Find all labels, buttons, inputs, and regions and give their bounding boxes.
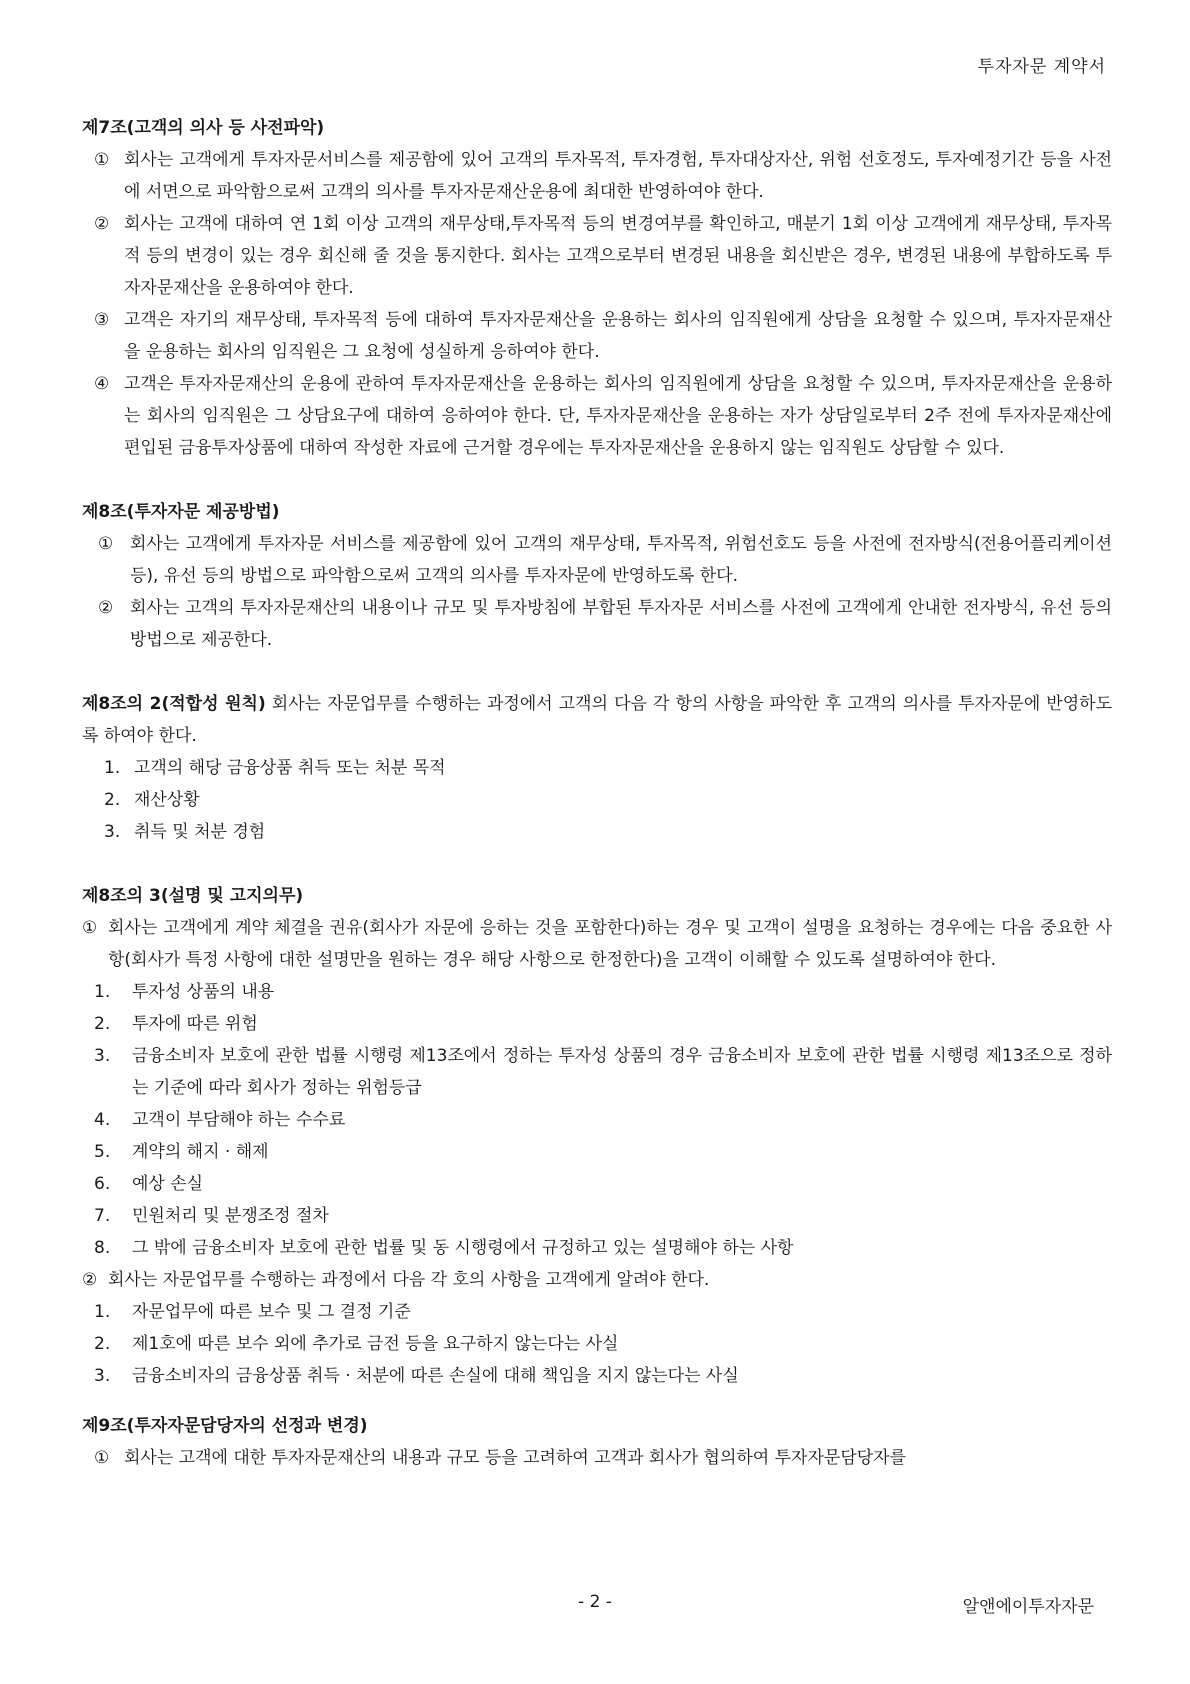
article-7 — [82, 112, 1112, 464]
list-number: 1. — [94, 1302, 111, 1322]
clause-marker: ① — [82, 918, 98, 938]
list-text: 투자성 상품의 내용 — [132, 982, 275, 1002]
list-number: 6. — [94, 1174, 111, 1194]
list-item — [82, 1232, 1112, 1264]
article-8-3 — [82, 880, 1112, 1392]
clause-item — [82, 368, 1112, 464]
list-item — [82, 976, 1112, 1008]
clause-marker: ① — [98, 534, 114, 554]
clause-marker: ② — [94, 214, 110, 234]
article-intro — [82, 688, 1112, 752]
list-text: 계약의 해지 · 해제 — [132, 1142, 269, 1162]
page-number: - 2 - — [578, 1592, 612, 1612]
list-text: 금융소비자 보호에 관한 법률 시행령 제13조에서 정하는 투자성 상품의 경우 금융소비자 보호에 관한 법률 시행령 제13조으로 정하는 기준에 따라 회사가 정하는 위험등급 — [132, 1046, 1112, 1098]
article-title: 제9조(투자자문담당자의 선정과 변경) — [82, 1416, 368, 1436]
list-item — [82, 1040, 1112, 1104]
list-text: 재산상황 — [134, 790, 200, 810]
clause-text: 회사는 고객에 대하여 연 1회 이상 고객의 재무상태,투자목적 등의 변경여부를 확인하고, 매분기 1회 이상 고객에게 재무상태, 투자목적 등의 변경이 있는 경우 회신해 줄 것을 통지한다. 회사는 고객으로부터 변경된 내용을 회신받은 경우, 변경된 내용에 부합하도록 투자자문재산을 운용하여야 한다. — [124, 214, 1112, 298]
list-item — [82, 1104, 1112, 1136]
article-title: 제8조(투자자문 제공방법) — [82, 502, 280, 522]
list-item — [82, 1008, 1112, 1040]
clause-marker: ① — [94, 1448, 110, 1468]
article-title: 제8조의 3(설명 및 고지의무) — [82, 886, 304, 906]
clause-text: 회사는 고객에게 투자자문 서비스를 제공함에 있어 고객의 재무상태, 투자목적, 위험선호도 등을 사전에 전자방식(전용어플리케이션 등), 유선 등의 방법으로 파악함으로써 고객의 의사를 투자자문에 반영하도록 한다. — [130, 534, 1112, 586]
clause-text: 회사는 고객에게 계약 체결을 권유(회사가 자문에 응하는 것을 포함한다)하는 경우 및 고객이 설명을 요청하는 경우에는 다음 중요한 사항(회사가 특정 사항에 대한 설명만을 원하는 경우 해당 사항으로 한정한다)을 고객이 이해할 수 있도록 설명하여야 한다. — [108, 918, 1112, 970]
article-title: 제7조(고객의 의사 등 사전파악) — [82, 118, 325, 138]
list-text: 민원처리 및 분쟁조정 절차 — [132, 1206, 329, 1226]
clause-text: 회사는 고객에 대한 투자자문재산의 내용과 규모 등을 고려하여 고객과 회사가 협의하여 투자자문담당자를 — [124, 1448, 907, 1468]
list-number: 1. — [104, 758, 121, 778]
list-text: 취득 및 처분 경험 — [134, 822, 266, 842]
list-number: 7. — [94, 1206, 111, 1226]
list-number: 2. — [104, 790, 121, 810]
article-8-2 — [82, 688, 1112, 848]
list-number: 3. — [104, 822, 121, 842]
list-text: 예상 손실 — [132, 1174, 204, 1194]
list-item — [82, 1200, 1112, 1232]
clause-item — [82, 528, 1112, 592]
article-text: 회사는 자문업무를 수행하는 과정에서 고객의 다음 각 항의 사항을 파악한 후 고객의 의사를 투자자문에 반영하도록 하여야 한다. — [82, 694, 1112, 746]
list-number: 4. — [94, 1110, 111, 1130]
list-item — [82, 1328, 1112, 1360]
clause-marker: ② — [98, 598, 114, 618]
contract-body — [82, 112, 1112, 1506]
clause-item — [82, 1264, 1112, 1296]
list-text: 그 밖에 금융소비자 보호에 관한 법률 및 동 시행령에서 규정하고 있는 설명해야 하는 사항 — [132, 1238, 794, 1258]
clause-item — [82, 208, 1112, 304]
list-number: 8. — [94, 1238, 111, 1258]
article-9 — [82, 1410, 1112, 1474]
article-title: 제8조의 2(적합성 원칙) — [82, 694, 266, 714]
clause-item — [82, 304, 1112, 368]
list-item — [82, 816, 1112, 848]
clause-item — [82, 912, 1112, 976]
clause-marker: ④ — [94, 374, 110, 394]
footer-company-name: 알앤에이투자자문 — [962, 1597, 1094, 1617]
clause-text: 회사는 고객의 투자자문재산의 내용이나 규모 및 투자방침에 부합된 투자자문 서비스를 사전에 고객에게 안내한 전자방식, 유선 등의 방법으로 제공한다. — [130, 598, 1112, 650]
article-8 — [82, 496, 1112, 656]
clause-marker: ③ — [94, 310, 110, 330]
list-item — [82, 1168, 1112, 1200]
list-number: 3. — [94, 1366, 111, 1386]
clause-text: 회사는 자문업무를 수행하는 과정에서 다음 각 호의 사항을 고객에게 알려야 한다. — [108, 1270, 710, 1290]
list-number: 5. — [94, 1142, 111, 1162]
list-text: 자문업무에 따른 보수 및 그 결정 기준 — [132, 1302, 411, 1322]
clause-text: 고객은 자기의 재무상태, 투자목적 등에 대하여 투자자문재산을 운용하는 회사의 임직원에게 상담을 요청할 수 있으며, 투자자문재산을 운용하는 회사의 임직원은 그 요청에 성실하게 응하여야 한다. — [124, 310, 1112, 362]
list-number: 2. — [94, 1334, 111, 1354]
list-item — [82, 1360, 1112, 1392]
clause-marker: ① — [94, 150, 110, 170]
list-item — [82, 784, 1112, 816]
clause-item — [82, 1442, 1112, 1474]
list-text: 투자에 따른 위험 — [132, 1014, 258, 1034]
list-number: 3. — [94, 1046, 111, 1066]
clause-marker: ② — [82, 1270, 98, 1290]
list-text: 제1호에 따른 보수 외에 추가로 금전 등을 요구하지 않는다는 사실 — [132, 1334, 619, 1354]
list-text: 금융소비자의 금융상품 취득 · 처분에 따른 손실에 대해 책임을 지지 않는다는 사실 — [132, 1366, 739, 1386]
clause-text: 고객은 투자자문재산의 운용에 관하여 투자자문재산을 운용하는 회사의 임직원에게 상담을 요청할 수 있으며, 투자자문재산을 운용하는 회사의 임직원은 그 상담요구에 대하여 응하여야 한다. 단, 투자자문재산을 운용하는 자가 상담일로부터 2주 전에 투자자문재산에 편입된 금융투자상품에 대하여 작성한 자료에 근거할 경우에는 투자자문재산을 운용하지 않는 임직원도 상담할 수 있다. — [124, 374, 1112, 458]
clause-item — [82, 144, 1112, 208]
list-item — [82, 752, 1112, 784]
list-item — [82, 1136, 1112, 1168]
list-number: 2. — [94, 1014, 111, 1034]
clause-text: 회사는 고객에게 투자자문서비스를 제공함에 있어 고객의 투자목적, 투자경험, 투자대상자산, 위험 선호정도, 투자예정기간 등을 사전에 서면으로 파악함으로써 고객의 의사를 투자자문재산운용에 최대한 반영하여야 한다. — [124, 150, 1112, 202]
list-text: 고객이 부담해야 하는 수수료 — [132, 1110, 346, 1130]
document-header-title: 투자자문 계약서 — [977, 57, 1106, 77]
list-item — [82, 1296, 1112, 1328]
list-number: 1. — [94, 982, 111, 1002]
list-text: 고객의 해당 금융상품 취득 또는 처분 목적 — [134, 758, 446, 778]
clause-item — [82, 592, 1112, 656]
